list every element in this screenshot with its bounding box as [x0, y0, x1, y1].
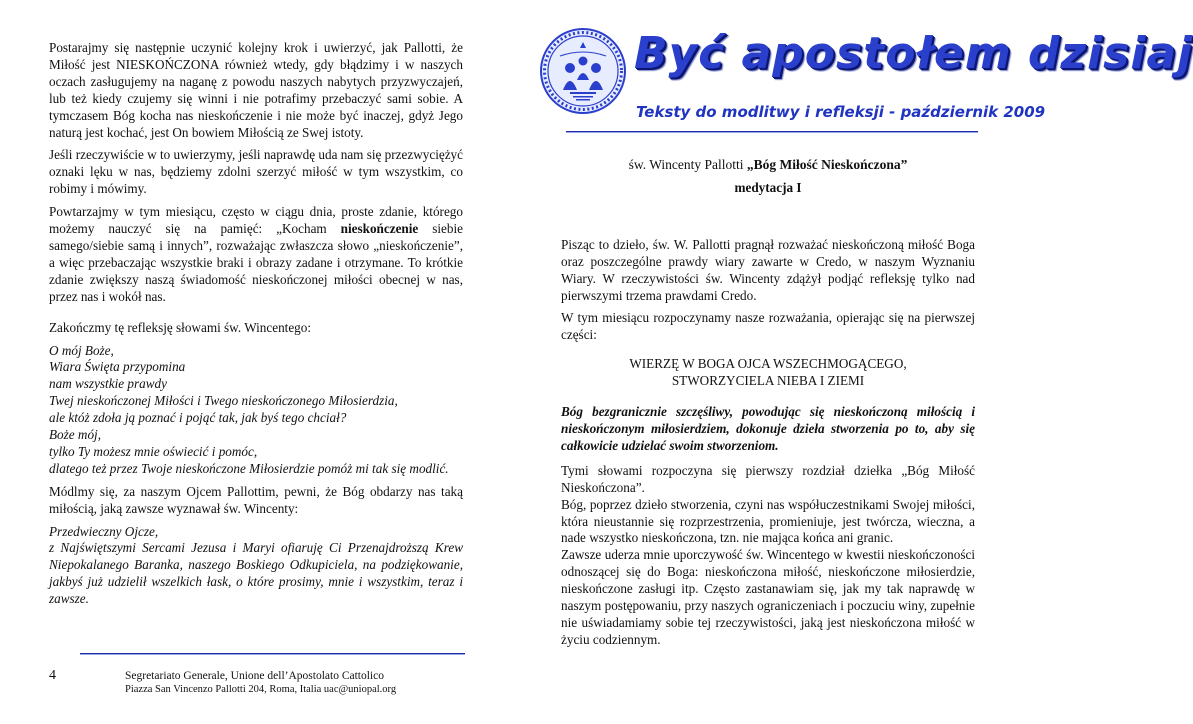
prayer-1-line: Wiara Święta przypomina — [49, 359, 186, 375]
prayer-2-line-1: Przedwieczny Ojcze, — [49, 523, 159, 539]
right-page-text — [561, 157, 975, 655]
footer-address — [125, 670, 396, 696]
prayer-1-line: O mój Boże, — [49, 342, 114, 358]
footer-line-2: Piazza San Vincenzo Pallotti 204, Roma, Italia uac@uniopal.org — [125, 684, 397, 695]
creed-line-2: STWORZYCIELA NIEBA I ZIEMI — [671, 373, 865, 389]
prayer-2-line-2: z Najświętszymi Sercami Jezusa i Maryi ofiaruję Ci Przenajdroższą Krew Niepokalanego Baranka, naszego Boskiego Odkupiciela, na podziękowanie, jakbyś już udzielił wszelkich łask, o które prosimy, mnie i wszystkim, teraz i zawsze. — [49, 540, 463, 607]
header-divider — [566, 131, 978, 132]
holy-family-seal-icon — [540, 28, 626, 114]
right-paragraph-1: Pisząc to dzieło, św. W. Pallotti pragnął rozważać nieskończoną miłość Boga oraz poszczególne prawdy wiary zawarte w Credo, w naszym Wyznaniu Wiary. W rzeczywistości św. Wincenty zdążył podjąć refleksję tylko nad pierwszymi trzema prawdami Credo. — [561, 236, 975, 303]
prayer-1-line: nam wszystkie prawdy — [49, 376, 167, 392]
masthead-subtitle: Teksty do modlitwy i refleksji - październik 2009 — [636, 103, 1046, 121]
prayer-1-line: tylko Ty możesz mnie oświecić i pomóc, — [49, 443, 258, 459]
footer-line-1: Segretariato Generale, Unione dell’Apostolato Cattolico — [125, 670, 384, 682]
right-paragraph-3: Tymi słowami rozpoczyna się pierwszy rozdział dziełka „Bóg Miłość Nieskończona”. — [561, 462, 975, 495]
work-title-prefix: św. Wincenty Pallotti — [628, 157, 747, 172]
page-number: 4 — [49, 668, 56, 683]
creed-heading — [561, 356, 975, 390]
left-paragraph-4: Zakończmy tę refleksję słowami św. Wincentego: — [49, 319, 312, 335]
left-paragraph-3-b: siebie samego/siebie samą i innych”, rozważając zwłaszcza słowo „nieskończenie”, a więc przebaczając wszystkie braki i obrazy zadane i otrzymane. To krótkie zdanie zwiększy naszą świadomość nieskończonej miłości obecnej w nas, przez nas i wokół nas. — [49, 221, 463, 304]
left-paragraph-3-bold: nieskończenie — [340, 221, 419, 237]
left-page-text — [49, 40, 463, 614]
masthead-title: Być apostołem dzisiaj — [634, 28, 1193, 79]
meditation-label: medytacja I — [734, 179, 802, 195]
prayer-1 — [49, 343, 463, 478]
right-paragraph-5: Zawsze uderza mnie uporczywość św. Wincentego w kwestii nieskończoności odnoszącej się do Boga: nieskończona miłość, nieskończone miłosierdzie, nieskończone zasługi itp. Często zastanawiam się, jak my tak naprawdę w naszym postępowaniu, przy naszych ograniczeniach i poczuciu winy, zupełnie nie uświadamiamy sobie tej rzeczywistości, jaką jest nieskończona miłość w życiu codziennym. — [561, 547, 975, 647]
prayer-2 — [49, 524, 463, 609]
footer-divider — [80, 653, 465, 654]
left-paragraph-3-a: Powtarzajmy w tym miesiącu, często w ciągu dnia, proste zdanie, którego możemy nauczyć się na pamięć: „Kocham — [49, 204, 463, 237]
right-paragraph-4: Bóg, poprzez dzieło stworzenia, czyni nas współuczestnikami Swojej miłości, która nieustannie się rozprzestrzenia, promieniuje, jest twórcza, wieczna, a nade wszystko nieskończona, tzn. nie mająca końca ani granic. — [561, 496, 975, 546]
work-title — [561, 157, 975, 174]
left-paragraph-2: Jeśli rzeczywiście w to uwierzymy, jeśli naprawdę uda nam się przezwyciężyć oznaki lęku w nas, będziemy zdolni szerzyć miłość w tym wszystkim, co robimy i mówimy. — [49, 147, 464, 197]
prayer-1-line: Twej nieskończonej Miłości i Twego nieskończonego Miłosierdzia, — [49, 393, 398, 409]
left-paragraph-1: Postarajmy się następnie uczynić kolejny krok i uwierzyć, jak Pallotti, że Miłość jest NIESKOŃCZONA również wtedy, gdy błądzimy i w naszych oczach zasługujemy na naganę z powodu naszych nabytych przyzwyczajeń, lub też kiedy czujemy się winni i nie potrafimy przebaczyć sami sobie. A tymczasem Bóg kocha nas nieskończenie i nie może być inaczej, gdyż Jego naturą jest kochać, jest On bowiem Miłością ze Swej istoty. — [49, 40, 463, 140]
prayer-1-line: ale któż zdoła ją poznać i pojąć tak, jak byś tego chciał? — [49, 410, 347, 426]
creed-line-1: WIERZĘ W BOGA OJCA WSZECHMOGĄCEGO, — [629, 356, 907, 372]
prayer-1-line: Boże mój, — [49, 427, 102, 443]
prayer-1-line: dlatego też przez Twoje nieskończone Miłosierdzie pomóż mi tak się modlić. — [49, 460, 449, 476]
work-title-bold: „Bóg Miłość Nieskończona” — [746, 157, 908, 172]
right-paragraph-2: W tym miesiącu rozpoczynamy nasze rozważania, opierając się na pierwszej części: — [561, 310, 975, 343]
quote-paragraph: Bóg bezgranicznie szczęśliwy, powodując się nieskończoną miłością i nieskończonym miłosierdziem, dokonuje dzieła stworzenia po to, aby się całkowicie udzielać swoim stworzeniom. — [561, 404, 975, 453]
left-paragraph-3 — [49, 204, 463, 305]
left-paragraph-5: Módlmy się, za naszym Ojcem Pallottim, pewni, że Bóg obdarzy nas taką miłością, jaką zawsze wyznawał św. Wincenty: — [49, 483, 463, 516]
